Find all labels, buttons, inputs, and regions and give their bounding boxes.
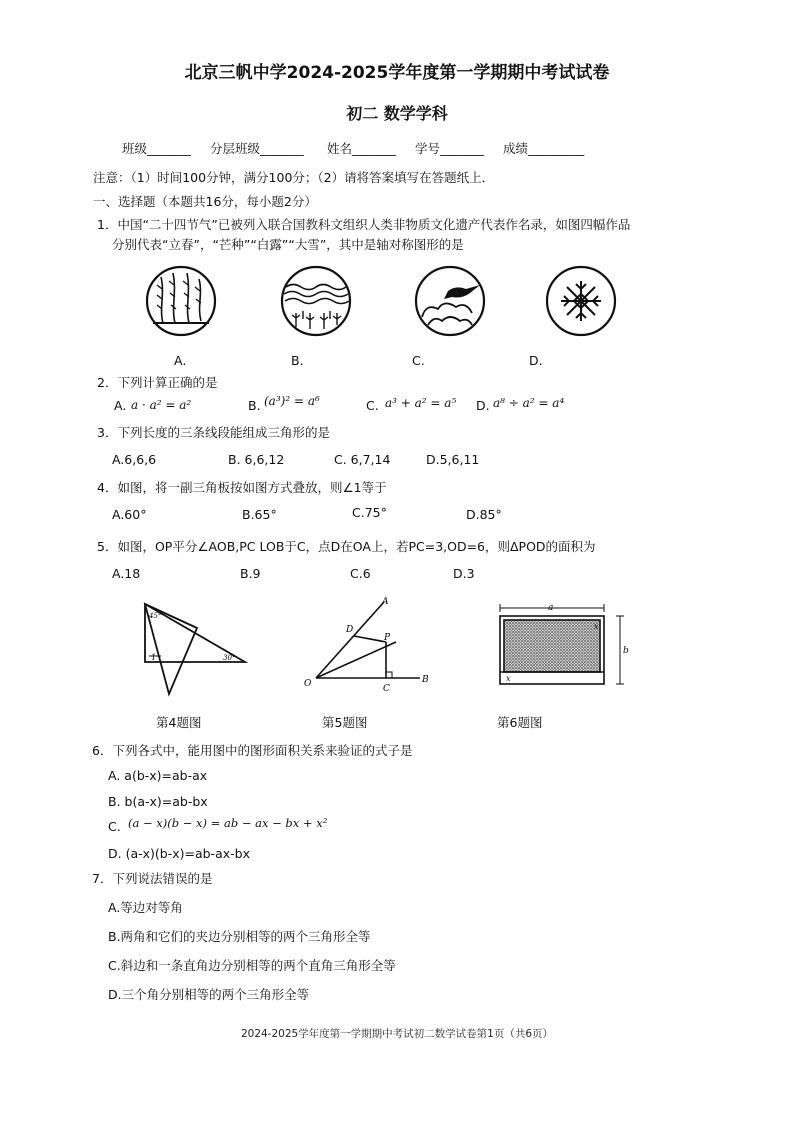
field-class: 班级_______ bbox=[122, 141, 191, 156]
q2-option-b-label: B. bbox=[248, 398, 261, 413]
figure-4-caption: 第4题图 bbox=[156, 715, 202, 730]
field-score: 成绩_________ bbox=[503, 141, 585, 156]
q4-option-a: A.60° bbox=[112, 507, 147, 522]
figure-4-label-angle1: 1 bbox=[151, 653, 157, 662]
q1-option-a: A. bbox=[174, 353, 187, 368]
section-heading: 一、选择题（本题共16分，每小题2分） bbox=[93, 194, 317, 209]
q5-option-d: D.3 bbox=[453, 566, 475, 581]
page-footer: 2024-2025学年度第一学期期中考试初二数学试卷第1页（共6页） bbox=[240, 1028, 554, 1040]
q6-option-c: (a − x)(b − x) = ab − ax − bx + x² bbox=[128, 816, 328, 830]
q1-option-c: C. bbox=[412, 353, 425, 368]
field-level-class: 分层班级_______ bbox=[210, 141, 304, 156]
figure-5-label-o: O bbox=[304, 679, 312, 689]
figure-6-label-b: b bbox=[623, 646, 629, 656]
q6-option-b: B. b(a-x)=ab-bx bbox=[108, 794, 208, 809]
q1-figure-a-lichun bbox=[145, 265, 217, 337]
q6-option-c-label: C. bbox=[108, 819, 121, 834]
exam-subtitle: 初二 数学学科 bbox=[346, 104, 448, 123]
figure-4-label-45: 45° bbox=[149, 612, 162, 620]
figure-6-label-x-bottom: x bbox=[506, 674, 511, 683]
q6-option-d: D. (a-x)(b-x)=ab-ax-bx bbox=[108, 846, 250, 861]
figure-6-rectangles bbox=[494, 598, 636, 690]
q4-option-c: C.75° bbox=[352, 505, 387, 520]
q2-option-a: a · a² = a² bbox=[131, 398, 192, 412]
q2-option-c-label: C. bbox=[366, 398, 379, 413]
q2-option-d-label: D. bbox=[476, 398, 490, 413]
q4-stem: 4．如图，将一副三角板按如图方式叠放，则∠1等于 bbox=[97, 480, 387, 495]
figure-4-triangles bbox=[135, 598, 255, 700]
figure-5-label-c: C bbox=[383, 684, 390, 694]
field-name: 姓名_______ bbox=[327, 141, 396, 156]
exam-title: 北京三帆中学2024-2025学年度第一学期期中考试试卷 bbox=[184, 63, 610, 83]
field-student-id: 学号_______ bbox=[415, 141, 484, 156]
q7-option-c: C.斜边和一条直角边分别相等的两个直角三角形全等 bbox=[108, 958, 396, 973]
notice: 注意：（1）时间100分钟，满分100分；（2）请将答案填写在答题纸上． bbox=[93, 170, 495, 185]
q7-option-b: B.两角和它们的夹边分别相等的两个三角形全等 bbox=[108, 929, 371, 944]
q5-stem: 5．如图，OP平分∠AOB,PC LOB于C，点D在OA上，若PC=3,OD=6，则ΔPOD的面积为 bbox=[97, 539, 596, 554]
q1-stem-line1: 1．中国“二十四节气”已被列入联合国教科文组织人类非物质文化遗产代表作名录，如图四幅作品 bbox=[97, 217, 631, 232]
figure-6-label-x-top: x bbox=[594, 622, 599, 631]
figure-6-label-a: a bbox=[548, 603, 554, 613]
q6-stem: 6．下列各式中，能用图中的图形面积关系来验证的式子是 bbox=[92, 743, 413, 758]
q3-option-b: B. 6,6,12 bbox=[228, 452, 285, 467]
q1-stem-line2: 分别代表“立春”，“芒种”“白露”“大雪”，其中是轴对称图形的是 bbox=[112, 237, 464, 252]
q2-option-c: a³ + a² = a⁵ bbox=[385, 396, 457, 410]
figure-5-bisector bbox=[296, 594, 436, 696]
figure-4-label-30: 30° bbox=[223, 654, 236, 662]
q3-stem: 3．下列长度的三条线段能组成三角形的是 bbox=[97, 425, 330, 440]
q6-option-a: A. a(b-x)=ab-ax bbox=[108, 768, 208, 783]
q2-stem: 2．下列计算正确的是 bbox=[97, 375, 218, 390]
q2-option-a-label: A. bbox=[114, 398, 127, 413]
q5-option-b: B.9 bbox=[240, 566, 261, 581]
q1-option-d: D. bbox=[529, 353, 543, 368]
q2-option-d: a⁸ ÷ a² = a⁴ bbox=[493, 396, 565, 410]
figure-5-label-a: A bbox=[382, 597, 389, 607]
figure-5-label-b: B bbox=[422, 675, 429, 685]
figure-5-label-p: P bbox=[384, 633, 391, 643]
figure-5-caption: 第5题图 bbox=[322, 715, 368, 730]
q1-figure-b-mangzhong bbox=[280, 265, 352, 337]
q1-figure-d-daxue bbox=[545, 265, 617, 337]
q4-option-b: B.65° bbox=[242, 507, 277, 522]
q3-option-c: C. 6,7,14 bbox=[334, 452, 391, 467]
figure-6-caption: 第6题图 bbox=[497, 715, 543, 730]
q1-option-b: B. bbox=[291, 353, 304, 368]
q3-option-d: D.5,6,11 bbox=[426, 452, 480, 467]
q7-option-d: D.三个角分别相等的两个三角形全等 bbox=[108, 987, 310, 1002]
q2-option-b: (a³)² = a⁶ bbox=[264, 394, 320, 408]
q1-figure-c-bailu bbox=[414, 265, 486, 337]
q5-option-c: C.6 bbox=[350, 566, 371, 581]
q5-option-a: A.18 bbox=[112, 566, 141, 581]
figure-5-label-d: D bbox=[346, 625, 354, 635]
q3-option-a: A.6,6,6 bbox=[112, 452, 157, 467]
q4-option-d: D.85° bbox=[466, 507, 502, 522]
q7-option-a: A.等边对等角 bbox=[108, 900, 183, 915]
q7-stem: 7．下列说法错误的是 bbox=[92, 871, 213, 886]
